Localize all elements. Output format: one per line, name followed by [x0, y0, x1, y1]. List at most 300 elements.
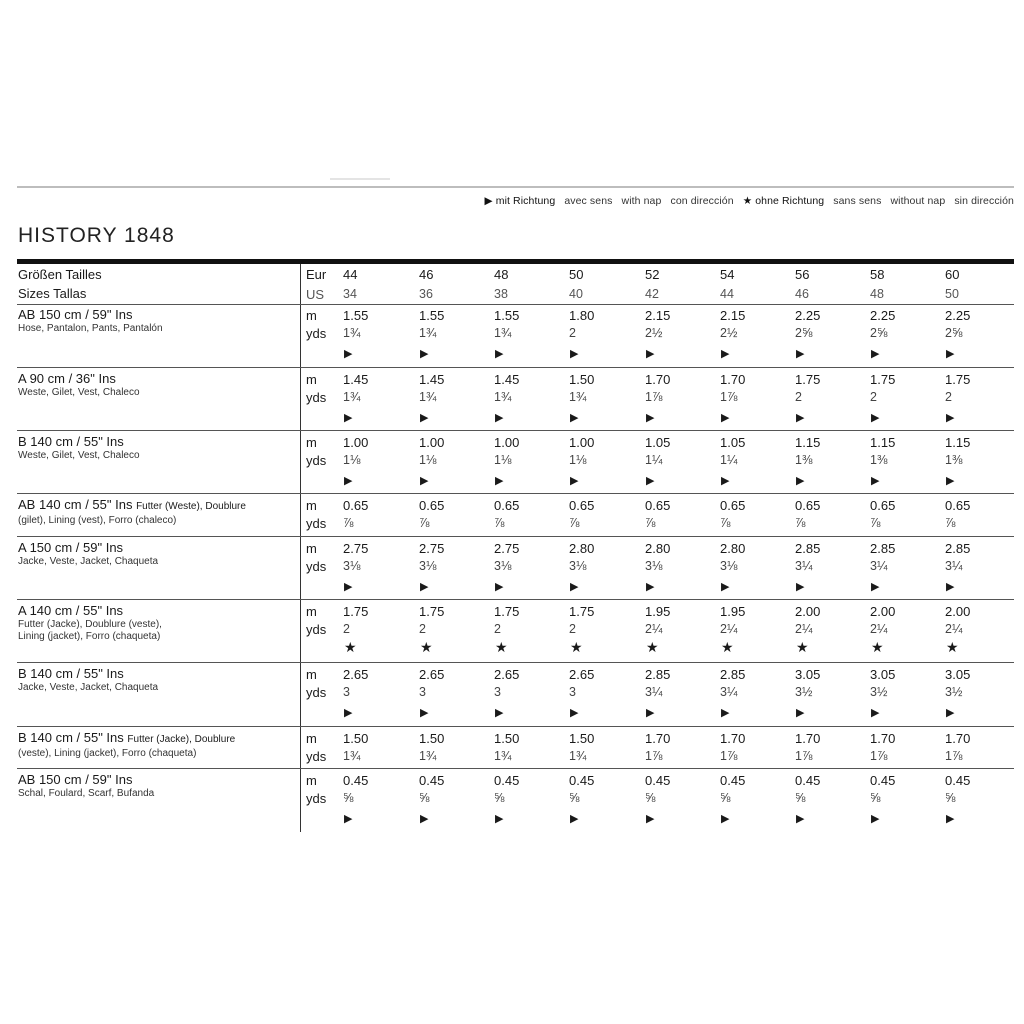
- row-separator: [17, 726, 1014, 727]
- meters-value: 1.70: [720, 372, 746, 387]
- meters-value: 3.05: [945, 667, 971, 682]
- with-nap-arrow-icon: ▶: [646, 475, 655, 487]
- meters-value: 1.50: [343, 731, 369, 746]
- with-nap-arrow-icon: ▶: [570, 581, 579, 593]
- garment-description: Hose, Pantalon, Pants, Pantalón: [18, 323, 163, 334]
- yards-value: 1⅞: [720, 749, 738, 763]
- yards-value: 2: [419, 622, 426, 636]
- meters-value: 0.65: [419, 498, 445, 513]
- without-nap-star-icon: ★: [796, 639, 809, 655]
- with-nap-arrow-icon: ▶: [871, 813, 880, 825]
- meters-value: 2.65: [569, 667, 595, 682]
- meters-value: 0.45: [870, 773, 896, 788]
- unit-m: m: [306, 731, 317, 746]
- meters-value: 0.65: [343, 498, 369, 513]
- yards-value: 1⅞: [645, 390, 663, 404]
- with-nap-arrow-icon: ▶: [946, 348, 955, 360]
- meters-value: 1.75: [870, 372, 896, 387]
- yards-value: 2¼: [795, 622, 813, 636]
- yards-value: 1⅜: [795, 453, 813, 467]
- meters-value: 0.65: [569, 498, 595, 513]
- eur-size: 44: [343, 267, 358, 282]
- with-nap-arrow-icon: ▶: [420, 412, 429, 424]
- with-nap-arrow-icon: ▶: [871, 581, 880, 593]
- unit-yds: yds: [306, 453, 327, 468]
- yards-value: 1⅛: [419, 453, 437, 467]
- top-rule: [17, 186, 1014, 188]
- with-nap-arrow-icon: ▶: [344, 475, 353, 487]
- yards-value: 3⅛: [569, 559, 587, 573]
- yards-value: 1⅜: [870, 453, 888, 467]
- meters-value: 1.45: [419, 372, 445, 387]
- yards-value: 2¼: [720, 622, 738, 636]
- meters-value: 2.75: [494, 541, 520, 556]
- us-size: 36: [419, 287, 433, 301]
- yards-value: 3½: [870, 685, 888, 699]
- yards-value: 1⅛: [569, 453, 587, 467]
- meters-value: 2.80: [645, 541, 671, 556]
- us-size: 34: [343, 287, 357, 301]
- with-nap-arrow-icon: ▶: [420, 348, 429, 360]
- meters-value: 1.95: [645, 604, 671, 619]
- meters-value: 1.50: [569, 731, 595, 746]
- unit-yds: yds: [306, 326, 327, 341]
- yards-value: 1¾: [419, 326, 437, 340]
- meters-value: 1.75: [945, 372, 971, 387]
- meters-value: 1.80: [569, 308, 595, 323]
- yards-value: 1⅞: [720, 390, 738, 404]
- row-separator: [17, 304, 1014, 305]
- yards-value: 1¾: [494, 390, 512, 404]
- with-nap-arrow-icon: ▶: [420, 707, 429, 719]
- unit-yds: yds: [306, 559, 327, 574]
- legend-with-nap-es: con dirección: [670, 195, 734, 207]
- meters-value: 0.45: [945, 773, 971, 788]
- yards-value: 1⅞: [645, 749, 663, 763]
- with-nap-arrow-icon: ▶: [871, 707, 880, 719]
- yards-value: ⅝: [720, 791, 731, 805]
- with-nap-arrow-icon: ▶: [871, 348, 880, 360]
- us-size: 44: [720, 287, 734, 301]
- yards-value: 1⅞: [870, 749, 888, 763]
- meters-value: 2.00: [795, 604, 821, 619]
- meters-value: 0.65: [720, 498, 746, 513]
- meters-value: 1.95: [720, 604, 746, 619]
- with-nap-arrow-icon: ▶: [721, 813, 730, 825]
- star-icon: ★: [742, 195, 753, 207]
- legend-with-nap-de: mit Richtung: [495, 195, 556, 207]
- without-nap-star-icon: ★: [646, 639, 659, 655]
- meters-value: 2.65: [343, 667, 369, 682]
- yards-value: ⅝: [945, 791, 956, 805]
- with-nap-arrow-icon: ▶: [721, 581, 730, 593]
- meters-value: 1.55: [494, 308, 520, 323]
- meters-value: 1.55: [343, 308, 369, 323]
- yards-value: ⅞: [945, 516, 956, 530]
- row-separator: [17, 662, 1014, 663]
- fabric-width-text: B 140 cm / 55" Ins: [18, 434, 124, 449]
- yards-value: 1¾: [343, 326, 361, 340]
- header-sizes-en-es: Sizes Tallas: [18, 286, 87, 301]
- yards-value: 3¼: [720, 685, 738, 699]
- yards-value: ⅞: [720, 516, 731, 530]
- yards-value: ⅞: [645, 516, 656, 530]
- eur-size: 56: [795, 267, 810, 282]
- fabric-label: [18, 371, 298, 399]
- yards-value: 2: [795, 390, 802, 404]
- yards-value: 3¼: [870, 559, 888, 573]
- meters-value: 2.25: [945, 308, 971, 323]
- meters-value: 0.65: [870, 498, 896, 513]
- meters-value: 1.50: [419, 731, 445, 746]
- yards-value: 2: [870, 390, 877, 404]
- unit-yds: yds: [306, 622, 327, 637]
- with-nap-arrow-icon: ▶: [495, 412, 504, 424]
- row-separator: [17, 493, 1014, 494]
- yards-value: 2¼: [645, 622, 663, 636]
- eur-size: 48: [494, 267, 509, 282]
- fabric-width-text: A 90 cm / 36" Ins: [18, 371, 116, 386]
- meters-value: 1.70: [720, 731, 746, 746]
- with-nap-arrow-icon: ▶: [344, 348, 353, 360]
- meters-value: 1.15: [795, 435, 821, 450]
- yards-value: ⅝: [569, 791, 580, 805]
- legend-without-nap-de: ohne Richtung: [755, 195, 825, 207]
- nap-legend: [479, 195, 1014, 207]
- meters-value: 1.55: [419, 308, 445, 323]
- unit-yds: yds: [306, 516, 327, 531]
- meters-value: 0.45: [419, 773, 445, 788]
- meters-value: 2.65: [494, 667, 520, 682]
- with-nap-arrow-icon: ▶: [570, 475, 579, 487]
- eur-size: 46: [419, 267, 434, 282]
- yards-value: 3¼: [795, 559, 813, 573]
- us-size: 46: [795, 287, 809, 301]
- eur-label: Eur: [306, 267, 327, 282]
- meters-value: 2.00: [870, 604, 896, 619]
- us-size: 50: [945, 287, 959, 301]
- yards-value: 1¾: [419, 390, 437, 404]
- eur-size: 52: [645, 267, 660, 282]
- row-separator: [17, 430, 1014, 431]
- with-nap-arrow-icon: ▶: [646, 581, 655, 593]
- row-separator: [17, 367, 1014, 368]
- meters-value: 2.85: [720, 667, 746, 682]
- with-nap-arrow-icon: ▶: [570, 813, 579, 825]
- with-nap-arrow-icon: ▶: [646, 412, 655, 424]
- with-nap-arrow-icon: ▶: [646, 813, 655, 825]
- yards-value: ⅝: [343, 791, 354, 805]
- meters-value: 1.15: [870, 435, 896, 450]
- fabric-width-text: AB 150 cm / 59" Ins: [18, 307, 133, 322]
- us-size: 42: [645, 287, 659, 301]
- yards-value: 1¾: [569, 749, 587, 763]
- with-nap-arrow-icon: ▶: [796, 348, 805, 360]
- yards-value: 2½: [645, 326, 663, 340]
- meters-value: 2.80: [569, 541, 595, 556]
- meters-value: 1.75: [419, 604, 445, 619]
- with-nap-arrow-icon: ▶: [946, 412, 955, 424]
- yards-value: 3: [494, 685, 501, 699]
- meters-value: 0.65: [945, 498, 971, 513]
- fabric-width: [18, 307, 298, 323]
- yards-value: ⅞: [419, 516, 430, 530]
- legend-with-nap-en: with nap: [621, 195, 662, 207]
- yards-value: 2: [945, 390, 952, 404]
- without-nap-star-icon: ★: [871, 639, 884, 655]
- meters-value: 0.65: [494, 498, 520, 513]
- with-nap-arrow-icon: ▶: [946, 581, 955, 593]
- yards-value: 3⅛: [343, 559, 361, 573]
- meters-value: 1.70: [645, 731, 671, 746]
- meters-value: 1.75: [569, 604, 595, 619]
- yards-value: 3: [419, 685, 426, 699]
- meters-value: 1.00: [569, 435, 595, 450]
- fabric-width: [18, 666, 298, 682]
- fabric-width: [18, 371, 298, 387]
- meters-value: 2.85: [645, 667, 671, 682]
- yards-value: 2⅝: [870, 326, 888, 340]
- meters-value: 0.45: [720, 773, 746, 788]
- without-nap-star-icon: ★: [420, 639, 433, 655]
- unit-m: m: [306, 541, 317, 556]
- yards-value: 2: [343, 622, 350, 636]
- meters-value: 1.50: [494, 731, 520, 746]
- without-nap-star-icon: ★: [721, 639, 734, 655]
- meters-value: 0.45: [494, 773, 520, 788]
- with-nap-arrow-icon: ▶: [796, 412, 805, 424]
- yards-value: ⅞: [870, 516, 881, 530]
- yards-value: 3⅛: [645, 559, 663, 573]
- unit-m: m: [306, 372, 317, 387]
- yards-value: 2⅝: [945, 326, 963, 340]
- meters-value: 1.70: [645, 372, 671, 387]
- without-nap-star-icon: ★: [344, 639, 357, 655]
- meters-value: 0.45: [569, 773, 595, 788]
- garment-description: Schal, Foulard, Scarf, Bufanda: [18, 788, 155, 799]
- legend-without-nap-es: sin dirección: [954, 195, 1014, 207]
- meters-value: 0.45: [645, 773, 671, 788]
- yards-value: 1¾: [494, 749, 512, 763]
- garment-description: (veste), Lining (jacket), Forro (chaqueta): [18, 748, 197, 759]
- with-nap-arrow-icon: ▶: [420, 581, 429, 593]
- with-nap-arrow-icon: ▶: [871, 475, 880, 487]
- unit-m: m: [306, 498, 317, 513]
- meters-value: 1.00: [494, 435, 520, 450]
- meters-value: 1.70: [945, 731, 971, 746]
- column-divider: [300, 264, 301, 832]
- yards-value: ⅞: [494, 516, 505, 530]
- yards-value: 2⅝: [795, 326, 813, 340]
- meters-value: 1.05: [645, 435, 671, 450]
- garment-description: Futter (Jacke), Doublure (veste), Lining (jacket), Forro (chaqueta): [18, 619, 162, 642]
- top-shadow: [330, 178, 390, 180]
- with-nap-arrow-icon: ▶: [495, 813, 504, 825]
- yards-value: 3⅛: [494, 559, 512, 573]
- unit-yds: yds: [306, 390, 327, 405]
- unit-m: m: [306, 308, 317, 323]
- fabric-width: [18, 730, 298, 748]
- us-size: 38: [494, 287, 508, 301]
- fabric-width: [18, 603, 298, 619]
- garment-description: Jacke, Veste, Jacket, Chaqueta: [18, 556, 159, 567]
- yards-value: ⅞: [343, 516, 354, 530]
- yards-value: 1⅜: [945, 453, 963, 467]
- yards-value: 1⅛: [343, 453, 361, 467]
- fabric-width-text: A 140 cm / 55" Ins: [18, 603, 124, 618]
- fabric-width-text: B 140 cm / 55" Ins: [18, 730, 124, 745]
- with-nap-arrow-icon: ▶: [420, 475, 429, 487]
- meters-value: 2.15: [720, 308, 746, 323]
- meters-value: 2.00: [945, 604, 971, 619]
- unit-m: m: [306, 773, 317, 788]
- meters-value: 1.50: [569, 372, 595, 387]
- meters-value: 1.05: [720, 435, 746, 450]
- unit-yds: yds: [306, 791, 327, 806]
- with-nap-arrow-icon: ▶: [344, 412, 353, 424]
- with-nap-arrow-icon: ▶: [344, 707, 353, 719]
- fabric-width: [18, 772, 298, 788]
- with-nap-arrow-icon: ▶: [946, 707, 955, 719]
- meters-value: 2.15: [645, 308, 671, 323]
- with-nap-arrow-icon: ▶: [796, 813, 805, 825]
- fabric-label: [18, 307, 298, 335]
- yards-value: ⅞: [795, 516, 806, 530]
- garment-description: Weste, Gilet, Vest, Chaleco: [18, 387, 140, 398]
- with-nap-arrow-icon: ▶: [646, 348, 655, 360]
- fabric-width-text: AB 150 cm / 59" Ins: [18, 772, 133, 787]
- meters-value: 1.15: [945, 435, 971, 450]
- eur-size: 60: [945, 267, 960, 282]
- with-nap-arrow-icon: ▶: [796, 707, 805, 719]
- legend-without-nap-fr: sans sens: [833, 195, 882, 207]
- fabric-width-text: B 140 cm / 55" Ins: [18, 666, 124, 681]
- fabric-label: [18, 603, 298, 643]
- yards-value: 1¼: [645, 453, 663, 467]
- with-nap-arrow-icon: ▶: [420, 813, 429, 825]
- with-nap-arrow-icon: ▶: [570, 707, 579, 719]
- yards-value: ⅝: [494, 791, 505, 805]
- fabric-width-text: A 150 cm / 59" Ins: [18, 540, 124, 555]
- yards-value: 1¼: [720, 453, 738, 467]
- yards-value: ⅝: [870, 791, 881, 805]
- meters-value: 2.25: [795, 308, 821, 323]
- with-nap-arrow-icon: ▶: [570, 348, 579, 360]
- with-nap-arrow-icon: ▶: [495, 707, 504, 719]
- meters-value: 0.65: [645, 498, 671, 513]
- unit-m: m: [306, 435, 317, 450]
- yards-value: 1¾: [343, 749, 361, 763]
- meters-value: 3.05: [795, 667, 821, 682]
- yards-value: 2: [569, 326, 576, 340]
- meters-value: 1.00: [343, 435, 369, 450]
- with-nap-arrow-icon: ▶: [796, 581, 805, 593]
- without-nap-star-icon: ★: [946, 639, 959, 655]
- unit-m: m: [306, 604, 317, 619]
- garment-description: (gilet), Lining (vest), Forro (chaleco): [18, 515, 177, 526]
- fabric-label: [18, 497, 298, 527]
- yards-value: 3¼: [645, 685, 663, 699]
- fabric-width-text: AB 140 cm / 55" Ins: [18, 497, 133, 512]
- with-nap-arrow-icon: ▶: [495, 581, 504, 593]
- fabric-width: [18, 497, 298, 515]
- title-rule: [17, 259, 1014, 264]
- meters-value: 2.85: [945, 541, 971, 556]
- yards-value: 1⅞: [795, 749, 813, 763]
- yards-value: 3½: [945, 685, 963, 699]
- meters-value: 3.05: [870, 667, 896, 682]
- meters-value: 0.65: [795, 498, 821, 513]
- meters-value: 2.85: [795, 541, 821, 556]
- fabric-width: [18, 540, 298, 556]
- fabric-label: [18, 540, 298, 568]
- yards-value: 3⅛: [720, 559, 738, 573]
- row-separator: [17, 768, 1014, 769]
- with-nap-arrow-icon: ▶: [721, 348, 730, 360]
- yards-value: ⅝: [795, 791, 806, 805]
- legend-with-nap-fr: avec sens: [564, 195, 613, 207]
- with-nap-arrow-icon: ▶: [721, 475, 730, 487]
- fabric-label: [18, 772, 298, 800]
- yards-value: 1⅛: [494, 453, 512, 467]
- unit-yds: yds: [306, 749, 327, 764]
- meters-value: 2.25: [870, 308, 896, 323]
- page-title: HISTORY 1848: [18, 224, 175, 247]
- yards-value: 3: [569, 685, 576, 699]
- fabric-label: [18, 730, 298, 760]
- garment-description: Weste, Gilet, Vest, Chaleco: [18, 450, 140, 461]
- with-nap-arrow-icon: ▶: [946, 813, 955, 825]
- with-nap-arrow-icon: ▶: [344, 813, 353, 825]
- yards-value: 1¾: [569, 390, 587, 404]
- with-nap-arrow-icon: ▶: [495, 475, 504, 487]
- yards-value: ⅝: [419, 791, 430, 805]
- yards-value: 2½: [720, 326, 738, 340]
- eur-size: 58: [870, 267, 885, 282]
- row-separator: [17, 536, 1014, 537]
- meters-value: 2.75: [419, 541, 445, 556]
- meters-value: 1.70: [870, 731, 896, 746]
- with-nap-arrow-icon: ▶: [570, 412, 579, 424]
- meters-value: 1.75: [795, 372, 821, 387]
- meters-value: 1.45: [494, 372, 520, 387]
- yards-value: ⅞: [569, 516, 580, 530]
- with-nap-arrow-icon: ▶: [796, 475, 805, 487]
- fabric-label: [18, 434, 298, 462]
- yards-value: 1¾: [343, 390, 361, 404]
- yards-value: 2: [569, 622, 576, 636]
- yards-value: ⅝: [645, 791, 656, 805]
- without-nap-star-icon: ★: [495, 639, 508, 655]
- yards-value: 1⅞: [945, 749, 963, 763]
- yards-value: 2: [494, 622, 501, 636]
- us-size: 48: [870, 287, 884, 301]
- yards-value: 1¾: [419, 749, 437, 763]
- eur-size: 54: [720, 267, 735, 282]
- fabric-width: [18, 434, 298, 450]
- with-nap-arrow-icon: ▶: [721, 707, 730, 719]
- yards-value: 2¼: [945, 622, 963, 636]
- meters-value: 0.45: [795, 773, 821, 788]
- header-sizes-de-fr: Größen Tailles: [18, 267, 102, 282]
- yards-value: 3¼: [945, 559, 963, 573]
- meters-value: 1.45: [343, 372, 369, 387]
- meters-value: 0.45: [343, 773, 369, 788]
- nap-arrow-icon: ▶: [484, 195, 493, 207]
- meters-value: 2.85: [870, 541, 896, 556]
- with-nap-arrow-icon: ▶: [721, 412, 730, 424]
- meters-value: 1.00: [419, 435, 445, 450]
